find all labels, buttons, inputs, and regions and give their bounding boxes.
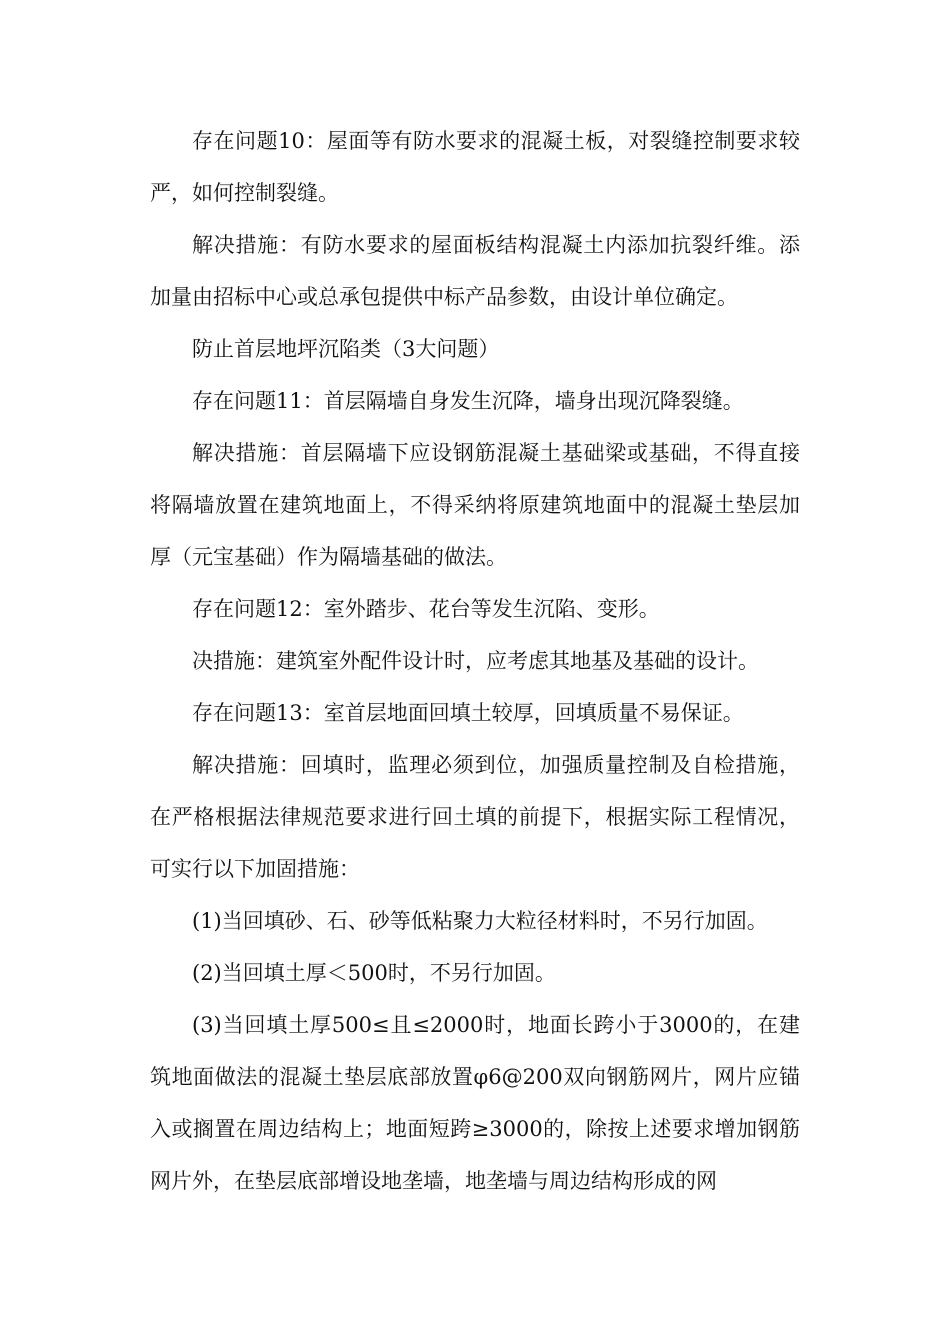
paragraph-issue-12: 存在问题12：室外踏步、花台等发生沉陷、变形。 <box>192 597 660 621</box>
document-body <box>150 115 800 1207</box>
paragraph-solution-11: 解决措施：首层隔墙下应设钢筋混凝土基础梁或基础，不得直接将隔墙放置在建筑地面上，不得采纳将原建筑地面中的混凝土垫层加厚（元宝基础）作为隔墙基础的做法。 <box>150 441 800 569</box>
paragraph-issue-10: 存在问题10：屋面等有防水要求的混凝土板，对裂缝控制要求较严，如何控制裂缝。 <box>150 129 800 205</box>
paragraph-solution-10: 解决措施：有防水要求的屋面板结构混凝土内添加抗裂纤维。添加量由招标中心或总承包提供中标产品参数，由设计单位确定。 <box>150 233 800 309</box>
list-item-measure-3: (3)当回填土厚500≤且≤2000时，地面长跨小于3000的，在建筑地面做法的混凝土垫层底部放置φ6@200双向钢筋网片，网片应锚入或搁置在周边结构上；地面短跨≥3000的，除按上述要求增加钢筋网片外，在垫层底部增设地垄墙，地垄墙与周边结构形成的网 <box>150 1013 800 1193</box>
list-item-measure-1: (1)当回填砂、石、砂等低粘聚力大粒径材料时，不另行加固。 <box>192 909 768 933</box>
section-heading-ground-settlement: 防止首层地坪沉陷类（3大问题） <box>192 337 500 361</box>
paragraph-solution-13: 解决措施：回填时，监理必须到位，加强质量控制及自检措施，在严格根据法律规范要求进行回土填的前提下，根据实际工程情况，可实行以下加固措施： <box>150 753 800 881</box>
list-item-measure-2: (2)当回填土厚＜500时，不另行加固。 <box>192 961 556 985</box>
paragraph-issue-13: 存在问题13：室首层地面回填土较厚，回填质量不易保证。 <box>192 701 744 725</box>
paragraph-issue-11: 存在问题11：首层隔墙自身发生沉降，墙身出现沉降裂缝。 <box>192 389 744 413</box>
paragraph-solution-12: 决措施：建筑室外配件设计时，应考虑其地基及基础的设计。 <box>192 649 759 673</box>
